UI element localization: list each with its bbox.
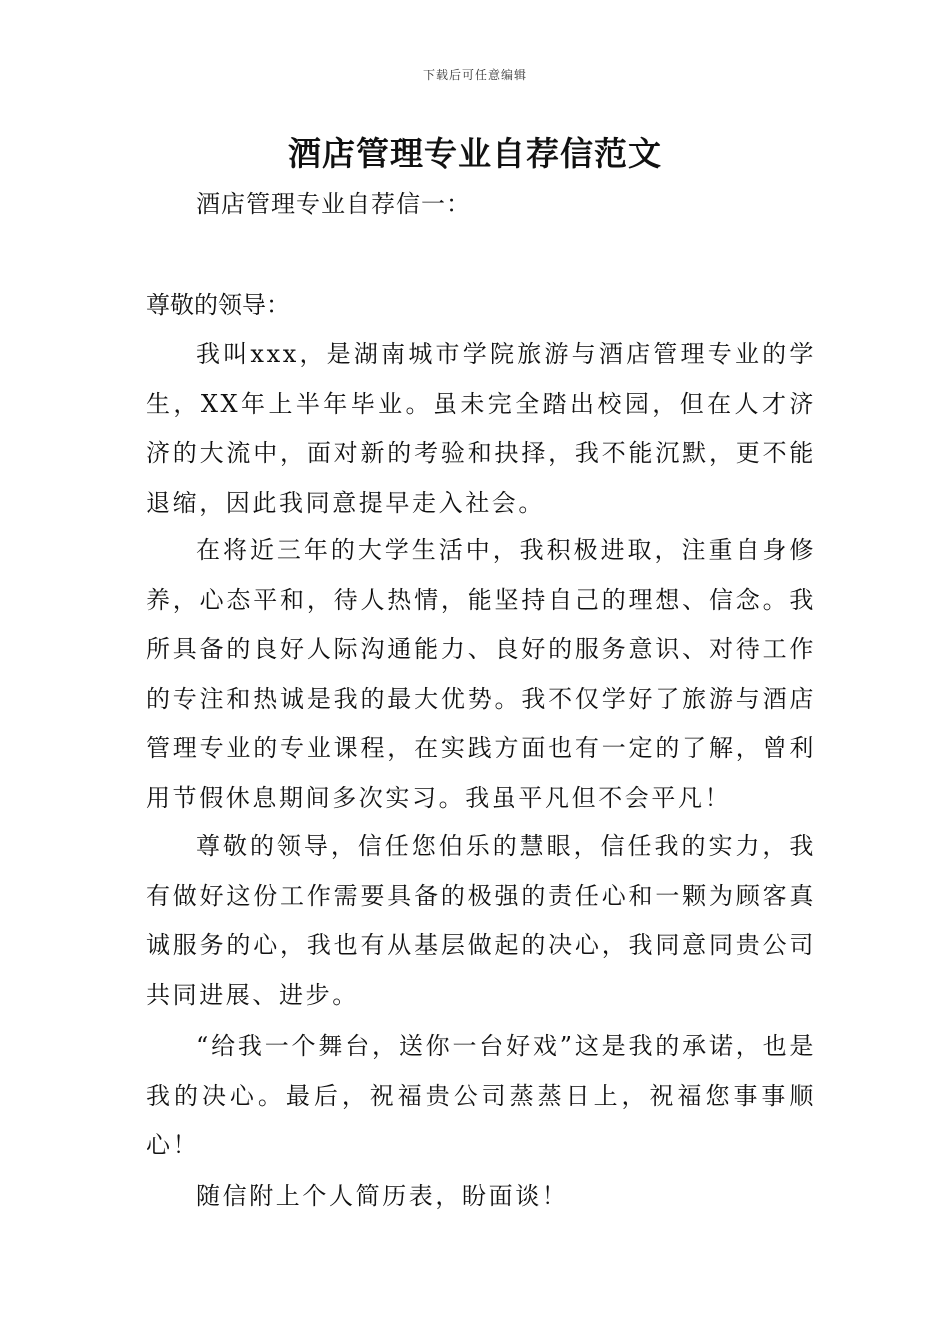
- body-paragraph-strengths: 在将近三年的大学生活中，我积极进取，注重自身修养，心态平和，待人热情，能坚持自己的理想、信念。我所具备的良好人际沟通能力、良好的服务意识、对待工作的专注和热诚是我的最大优势。我不仅学好了旅游与酒店管理专业的专业课程，在实践方面也有一定的了解，曾利用节假休息期间多次实习。我虽平凡但不会平凡！: [146, 536, 816, 812]
- body-paragraph-commitment: 尊敬的领导，信任您伯乐的慧眼，信任我的实力，我有做好这份工作需要具备的极强的责任心和一颗为顾客真诚服务的心，我也有从基层做起的决心，我同意同贵公司共同进展、进步。: [146, 832, 816, 1009]
- body-paragraph-intro: 我叫xxx，是湖南城市学院旅游与酒店管理专业的学生，XX年上半年毕业。虽未完全踏出校园，但在人才济济的大流中，面对新的考验和抉择，我不能沉默，更不能退缩，因此我同意提早走入社会。: [146, 340, 816, 517]
- document-title: 酒店管理专业自荐信范文: [288, 134, 662, 173]
- salutation: 尊敬的领导：: [146, 291, 290, 319]
- letter-subtitle: 酒店管理专业自荐信一：: [196, 190, 471, 218]
- header-note: 下载后可任意编辑: [422, 68, 527, 82]
- body-paragraph-attachment: 随信附上个人简历表，盼面谈！: [196, 1182, 569, 1210]
- body-paragraph-closing: “给我一个舞台，送你一台好戏”这是我的承诺，也是我的决心。最后，祝福贵公司蒸蒸日上，祝福您事事顺心！: [146, 1032, 816, 1160]
